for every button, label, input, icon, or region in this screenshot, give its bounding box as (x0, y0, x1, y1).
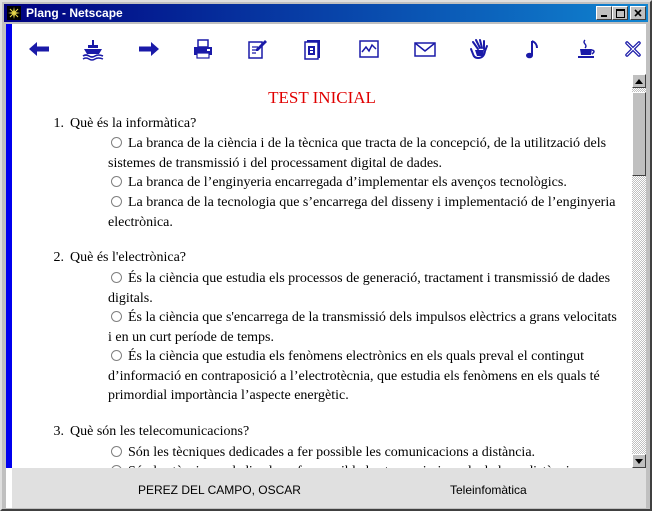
answer-option[interactable]: És la ciència que s'encarrega de la transmissió dels impulsos elèctrics a grans velocitats i en un curt període de temps. (108, 310, 617, 345)
vertical-scrollbar[interactable] (632, 74, 646, 468)
question-number: 2. (53, 250, 64, 265)
answer-option[interactable]: És la ciència que estudia els processos de generació, tractament i transmissió de dades digitals. (108, 271, 611, 306)
close-x-icon[interactable] (620, 36, 646, 62)
subject-name: Teleinfomàtica (450, 483, 527, 497)
hand-icon[interactable] (464, 36, 494, 62)
printer-icon[interactable] (188, 36, 218, 62)
browser-content (6, 24, 646, 508)
radio-button[interactable] (111, 196, 122, 207)
book-icon[interactable] (298, 36, 328, 62)
radio-button[interactable] (111, 272, 122, 283)
answer-option[interactable]: La branca de la ciència i de la tècnica que tracta de la concepció, de la utilització dels sistemes de transmissió i del processament digital de dades. (108, 136, 607, 171)
test-title: TEST INICIAL (268, 88, 376, 107)
scrollbar-thumb[interactable] (632, 92, 646, 176)
radio-button[interactable] (111, 176, 122, 187)
question-number: 1. (53, 116, 64, 131)
minimize-button[interactable] (596, 6, 612, 20)
radio-button[interactable] (111, 311, 122, 322)
answer-option[interactable]: Són les tècniques dedicades a fer possible les comunicacions a distància. (108, 443, 618, 463)
answer-option[interactable]: La branca de la tecnologia que s’encarrega del disseny i implementació de l’enginyeria electrònica. (108, 195, 616, 230)
question-number: 3. (53, 424, 64, 439)
document-area (12, 74, 632, 468)
maximize-button[interactable] (612, 6, 628, 20)
radio-button[interactable] (111, 350, 122, 361)
answer-option[interactable]: La branca de l’enginyeria encarregada d’implementar els avenços tecnològics. (108, 173, 618, 193)
ship-icon[interactable] (78, 36, 108, 62)
scroll-up-button[interactable] (632, 74, 646, 88)
forward-arrow-icon[interactable] (134, 36, 164, 62)
netscape-star-icon[interactable] (6, 5, 22, 21)
window-title: Plang - Netscape (26, 6, 123, 20)
toolbar (12, 24, 646, 74)
question-text: Què és l'electrònica? (70, 250, 187, 265)
question-text: Què són les telecomunicacions? (70, 424, 250, 439)
envelope-icon[interactable] (410, 36, 440, 62)
title-bar[interactable] (4, 4, 648, 22)
arrow-down-icon (635, 459, 643, 464)
notepad-icon[interactable] (242, 36, 272, 62)
radio-button[interactable] (111, 137, 122, 148)
chart-icon[interactable] (354, 36, 384, 62)
music-note-icon[interactable] (518, 36, 548, 62)
answer-option[interactable]: És la ciència que estudia els fenòmens electrònics en els quals preval el contingut d’informació en contraposició a l’electrotècnia, que estudia els fenòmens en els quals té primordial importància l’aspecte energètic. (108, 349, 600, 403)
status-footer (12, 468, 646, 508)
student-name: PEREZ DEL CAMPO, OSCAR (138, 483, 301, 497)
arrow-up-icon (635, 79, 643, 84)
back-arrow-icon[interactable] (24, 36, 54, 62)
radio-button[interactable] (111, 446, 122, 457)
coffee-cup-icon[interactable] (572, 36, 602, 62)
question-text: Què és la informàtica? (70, 116, 197, 131)
scroll-down-button[interactable] (632, 454, 646, 468)
close-button[interactable] (630, 6, 646, 20)
